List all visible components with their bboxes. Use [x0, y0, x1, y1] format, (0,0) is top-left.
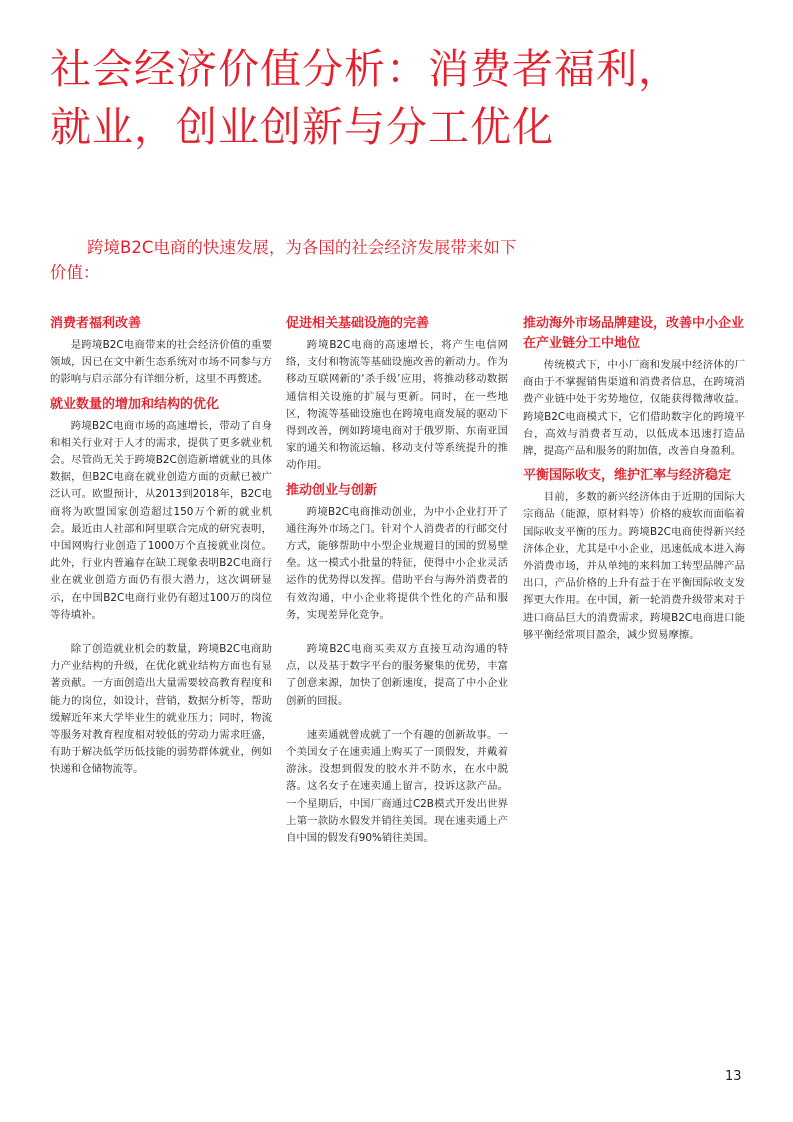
section-paragraph: 跨境B2C电商市场的高速增长，带动了自身和相关行业对于人才的需求，提供了更多就业机会。尽管尚无关于跨境B2C创造新增就业的具体数据，但B2C电商在就业创造方面的贡献已被广泛认可。欧盟预计，从2013到2018年，B2C电商将为欧盟国家创造超过150万个新的就业机会。最近由人社部和阿里联合完成的研究表明，中国网购行业创造了1000万个直接就业岗位。此外，行业内普遍存在缺工现象表明B2C电商行业在就业创造方面仍有很大潜力，这次调研显示，在中国B2C电商行业仍有超过100万的岗位等待填补。	[50, 419, 272, 621]
section-paragraph: 是跨境B2C电商带来的社会经济价值的重要领域，因已在文中新生态系统对市场不同参与方的影响与启示部分有详细分析，这里不再赘述。	[50, 339, 272, 386]
section-paragraph: 跨境B2C电商的高速增长，将产生电信网络，支付和物流等基础设施改善的新动力。作为移动互联网新的‘杀手级’应用，将推动移动数据通信相关设施的扩展与更新。同时，在一些地区，物流等基础设施也在跨境电商发展的驱动下得到改善，例如跨境电商对于俄罗斯、东南亚国家的通关和物流运输、移动支付等系统提升的推动作用。	[286, 339, 508, 472]
section-heading-brand-building: 推动海外市场品牌建设，改善中小企业在产业链分工中地位	[523, 316, 745, 351]
page-number: 13	[725, 1069, 742, 1084]
page-title	[50, 40, 770, 156]
section-paragraph: 除了创造就业机会的数量，跨境B2C电商助力产业结构的升级，在优化就业结构方面也有显著贡献。一方面创造出大量需要较高教育程度和能力的岗位，如设计，营销，数据分析等，帮助缓解近年来大学毕业生的就业压力；同时，物流等服务对教育程度相对较低的劳动力需求旺盛，有助于解决低学历低技能的弱势群体就业，例如快递和仓储物流等。	[50, 643, 272, 776]
column-right	[523, 314, 745, 644]
page-title-line-2: 就业，创业创新与分工优化	[50, 103, 554, 151]
page-title-line-1: 社会经济价值分析：消费者福利，	[50, 45, 680, 93]
section-paragraph: 目前，多数的新兴经济体由于近期的国际大宗商品（能源，原材料等）价格的疲软而面临着国际收支平衡的压力。跨境B2C电商使得新兴经济体企业，尤其是中小企业，迅速低成本进入海外消费市场，并从单纯的来料加工转型品牌产品出口，产品价格的上升有益于在平衡国际收支发挥更大作用。在中国，新一轮消费升级带来对于进口商品巨大的消费需求，跨境B2C电商进口能够平衡经常项目盈余，减少贸易摩擦。	[523, 491, 745, 641]
section-heading-consumer-welfare: 消费者福利改善	[50, 316, 142, 331]
section-paragraph: 跨境B2C电商推动创业，为中小企业打开了通往海外市场之门。针对个人消费者的行邮交付方式，能够帮助中小型企业规避目的国的贸易壁垒。这一模式小批量的特征，使得中小企业灵活运作的优势得以发挥。借助平台与海外消费者的有效沟通，中小企业将提供个性化的产品和服务，实现差异化竞争。	[286, 505, 508, 621]
section-heading-entrepreneurship: 推动创业与创新	[286, 482, 378, 498]
section-paragraph: 传统模式下，中小厂商和发展中经济体的厂商由于不掌握销售渠道和消费者信息，在跨境消费产业链中处于劣势地位，仅能获得微薄收益。跨境B2C电商模式下，它们借助数字化的跨境平台，高效与消费者互动，以低成本迅速打造品牌，提高产品和服务的附加值，改善自身盈利。	[523, 359, 745, 458]
section-heading-infrastructure: 促进相关基础设施的完善	[286, 316, 430, 331]
column-middle	[286, 314, 508, 847]
section-heading-balance-of-payments: 平衡国际收支，维护汇率与经济稳定	[523, 468, 732, 484]
section-paragraph: 跨境B2C电商买卖双方直接互动沟通的特点，以及基于数字平台的服务聚集的优势，丰富了创意来源，加快了创新速度，提高了中小企业创新的回报。	[286, 643, 508, 707]
section-heading-employment: 就业数量的增加和结构的优化	[50, 396, 220, 412]
intro-paragraph: 跨境B2C电商的快速发展，为各国的社会经济发展带来如下价值：	[50, 238, 517, 282]
column-left	[50, 314, 272, 779]
section-paragraph: 速卖通就曾成就了一个有趣的创新故事。一个美国女子在速卖通上购买了一顶假发，并戴着游泳。没想到假发的胶水并不防水，在水中脱落。这名女子在速卖通上留言，投诉这款产品。一个星期后，中国厂商通过C2B模式开发出世界上第一款防水假发并销往美国。现在速卖通上产自中国的假发有90%销往美国。	[286, 728, 508, 845]
